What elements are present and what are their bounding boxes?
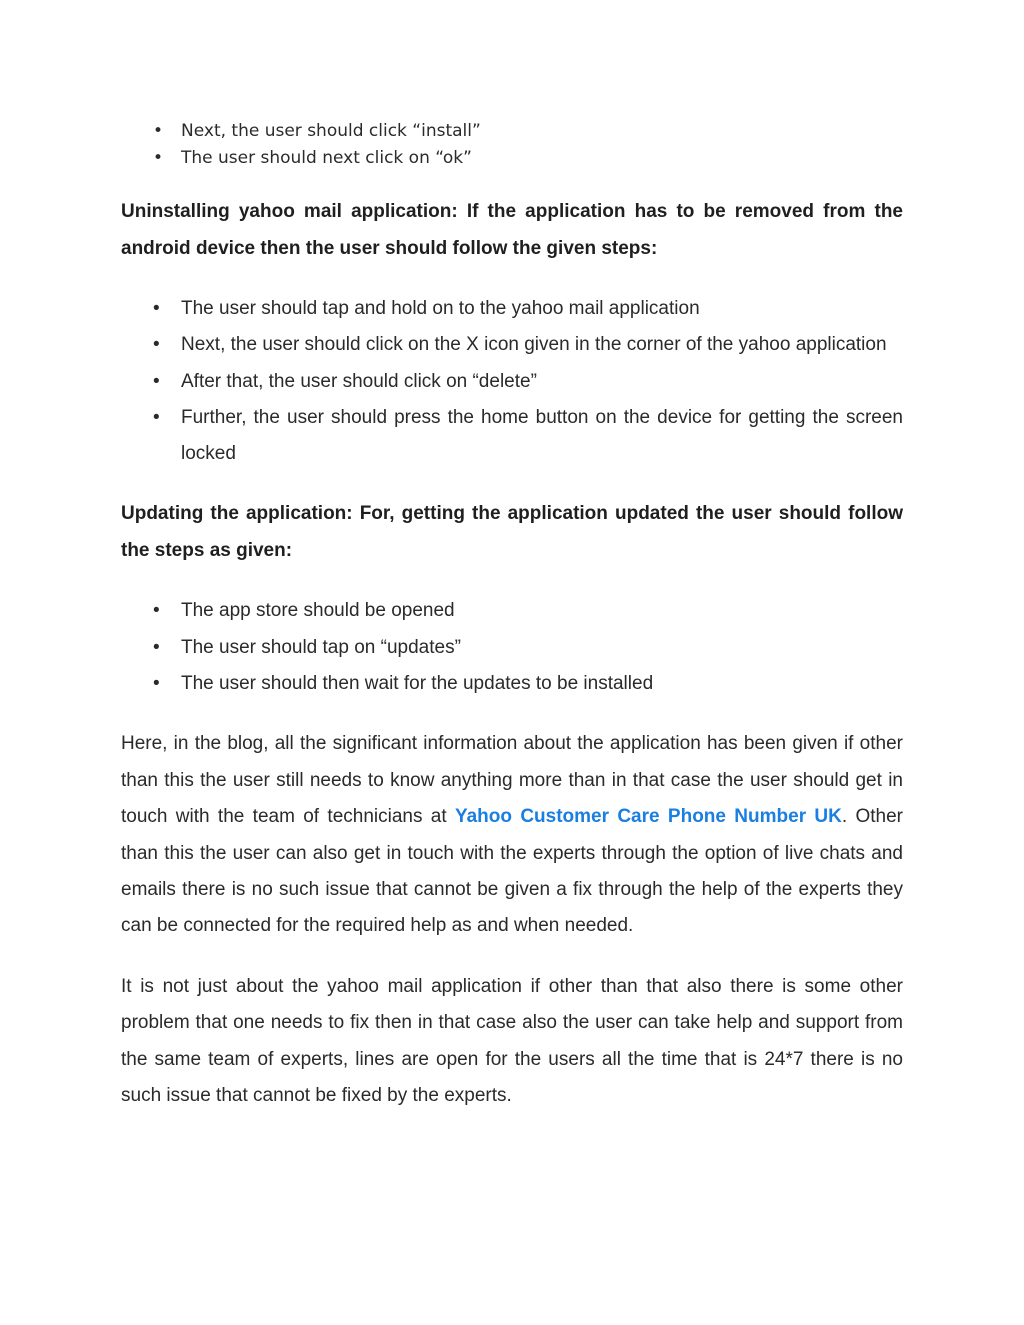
list-item: • The user should next click on “ok” (121, 145, 903, 172)
list-item: • Further, the user should press the home button on the device for getting the screen locked (121, 400, 903, 473)
list-item: • The app store should be opened (121, 593, 903, 629)
closing-paragraph: It is not just about the yahoo mail application if other than that also there is some other problem that one needs to fix then in that case also the user can take help and support from the same team of experts, lines are open for the users all the time that is 24*7 there is no such issue that cannot be fixed by the experts. (121, 975, 903, 1107)
list-item: • After that, the user should click on “delete” (121, 364, 903, 400)
uninstall-heading: Uninstalling yahoo mail application: If the application has to be removed from the android device then the user should follow the given steps: (121, 201, 903, 259)
list-item: • The user should then wait for the updates to be installed (121, 666, 903, 702)
list-item: • The user should tap on “updates” (121, 630, 903, 666)
uninstall-steps-list (121, 291, 903, 472)
list-item: • Next, the user should click on the X icon given in the corner of the yahoo application (121, 327, 903, 363)
paragraph-text: Here, in the blog, all the significant information about the application has been given if other than this the user still needs to know anything more than in that case the user should get in touch with the team of technicians at (121, 733, 903, 828)
paragraph-text: . Other than this the user can also get in touch with the experts through the option of live chats and emails there is no such issue that cannot be given a fix through the help of the experts they can be connected for the required help as and when needed. (121, 806, 904, 937)
customer-care-link[interactable]: Yahoo Customer Care Phone Number UK (454, 806, 842, 828)
list-item: • Next, the user should click “install” (121, 118, 903, 145)
install-steps-list (121, 118, 903, 172)
document-content (121, 118, 903, 1114)
update-heading: Updating the application: For, getting the application updated the user should follow the steps as given: (121, 503, 903, 561)
update-steps-list (121, 593, 903, 702)
list-item: • The user should tap and hold on to the yahoo mail application (121, 291, 903, 327)
support-paragraph (121, 726, 903, 944)
